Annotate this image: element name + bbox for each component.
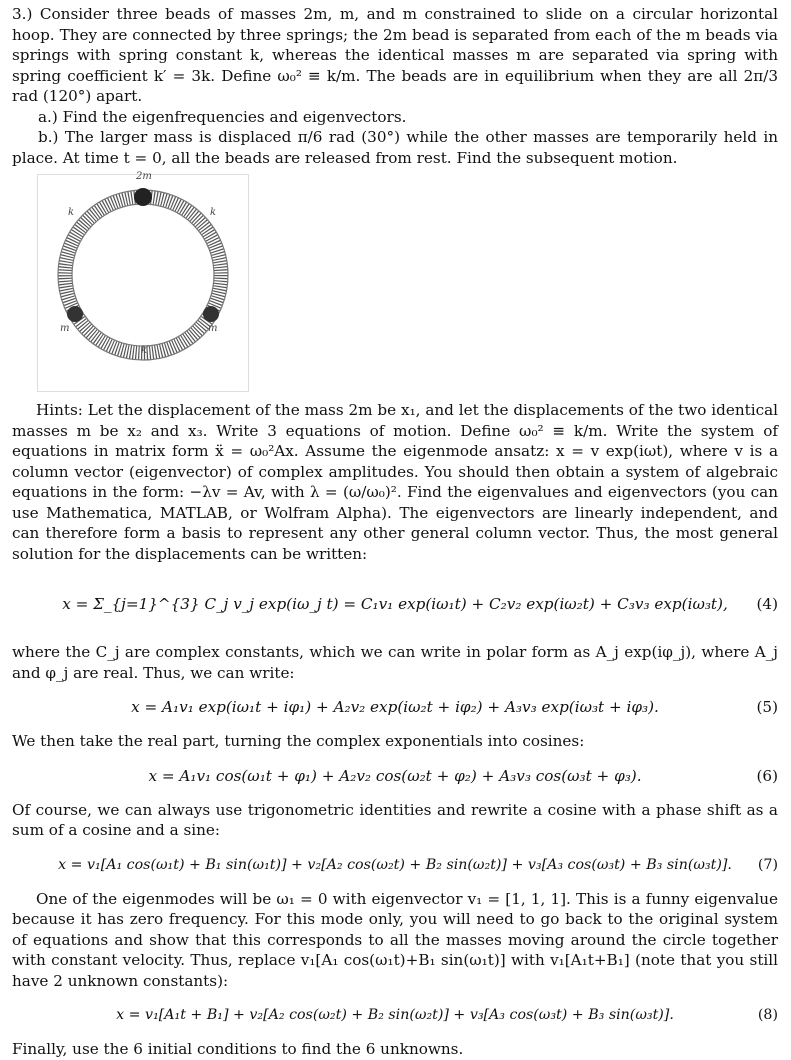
paragraph-after-eq5: We then take the real part, turning the complex exponentials into cosines: bbox=[12, 732, 585, 750]
equation-7-body: x = v₁[A₁ cos(ω₁t) + B₁ sin(ω₁t)] + v₂[A₂ cos(ω₂t) + B₂ sin(ω₂t)] + v₃[A₃ cos(ω₃t) + B₃ sin(ω₃t)]. bbox=[58, 856, 732, 873]
label-left-k: k bbox=[68, 207, 75, 218]
label-k-prime: k′ bbox=[141, 345, 150, 356]
hints-paragraph: Hints: Let the displacement of the mass 2m be x₁, and let the displacements of the two identical masses m be x₂ and x₃. Write 3 equations of motion. Define ω₀² ≡ k/m. Write the system of equations in matrix form ẍ = ω₀²Ax. Assume the eigenmode ansatz: x = v exp(iωt), where v is a column vector (eigenvector) of complex amplitudes. You should then obtain a system of algebraic equations in the form: −λv = Av, with λ = (ω/ω₀)². Find the eigenvalues and eigenvectors (you can use Mathematica, MATLAB, or Wolfram Alpha). The eigenvectors are linearly independent, and can therefore form a basis to represent any other general column vector. Thus, the most general solution for the displacements can be written: bbox=[12, 401, 778, 563]
final-paragraph: Finally, use the 6 initial conditions to find the 6 unknowns. bbox=[12, 1040, 464, 1058]
paragraph-after-eq6: Of course, we can always use trigonometric identities and rewrite a cosine with a phase shift as a sum of a cosine and a sine: bbox=[12, 800, 778, 839]
equation-5-body: x = A₁v₁ exp(iω₁t + iφ₁) + A₂v₂ exp(iω₂t + iφ₂) + A₃v₃ exp(iω₃t + iφ₃). bbox=[131, 698, 659, 716]
equation-8-number: (8) bbox=[757, 1007, 778, 1023]
problem-part-a: a.) Find the eigenfrequencies and eigenvectors. bbox=[38, 107, 407, 126]
problem-part-b: b.) The larger mass is displaced π/6 rad (30°) while the other masses are temporarily held in place. At time t = 0, all the beads are released from rest. Find the subsequent motion. bbox=[12, 128, 778, 167]
equation-7 bbox=[12, 855, 778, 875]
label-2m: 2m bbox=[136, 171, 152, 182]
equation-6-number: (6) bbox=[756, 766, 778, 785]
bead-m-right bbox=[203, 306, 219, 322]
paragraph-after-eq4: where the C_j are complex constants, which we can write in polar form as A_j exp(iφ_j), where A_j and φ_j are real. Thus, we can write: bbox=[12, 643, 778, 682]
equation-5 bbox=[12, 697, 778, 717]
equation-4-body: x = Σ_{j=1}^{3} C_j v_j exp(iω_j t) = C₁v₁ exp(iω₁t) + C₂v₂ exp(iω₂t) + C₃v₃ exp(iω₃t), bbox=[62, 595, 728, 613]
equation-8 bbox=[12, 1005, 778, 1025]
label-left-m: m bbox=[60, 323, 70, 334]
equation-6-body: x = A₁v₁ cos(ω₁t + φ₁) + A₂v₂ cos(ω₂t + φ₂) + A₃v₃ cos(ω₃t + φ₃). bbox=[148, 766, 642, 785]
bead-m-left bbox=[67, 306, 83, 322]
equation-4 bbox=[12, 578, 778, 630]
equation-8-body: x = v₁[A₁t + B₁] + v₂[A₂ cos(ω₂t) + B₂ sin(ω₂t)] + v₃[A₃ cos(ω₃t) + B₃ sin(ω₃t)]. bbox=[116, 1007, 674, 1023]
document-page bbox=[12, 4, 778, 1060]
equation-7-number: (7) bbox=[757, 856, 778, 873]
bead-2m bbox=[134, 188, 152, 206]
equation-5-number: (5) bbox=[756, 698, 778, 716]
problem-intro: 3.) Consider three beads of masses 2m, m, and m constrained to slide on a circular horizontal hoop. They are connected by three springs; the 2m bead is separated from each of the m beads via springs with spring constant k, whereas the identical masses m are separated via spring with spring coefficient k′ = 3k. Define ω₀² ≡ k/m. The beads are in equilibrium when they are all 2π/3 rad (120°) apart. bbox=[12, 5, 778, 105]
label-right-k: k bbox=[210, 207, 217, 218]
equation-4-number: (4) bbox=[756, 595, 778, 613]
hoop-figure bbox=[37, 171, 249, 392]
label-right-m: m bbox=[208, 323, 218, 334]
equation-6 bbox=[12, 766, 778, 786]
paragraph-after-eq7: One of the eigenmodes will be ω₁ = 0 with eigenvector v₁ = [1, 1, 1]. This is a funny eigenvalue because it has zero frequency. For this mode only, you will need to go back to the original system of equations and show that this corresponds to all the masses moving around the circle together with constant velocity. Thus, replace v₁[A₁ cos(ω₁t)+B₁ sin(ω₁t)] with v₁[A₁t+B₁] (note that you still have 2 unknown constants): bbox=[12, 889, 778, 990]
